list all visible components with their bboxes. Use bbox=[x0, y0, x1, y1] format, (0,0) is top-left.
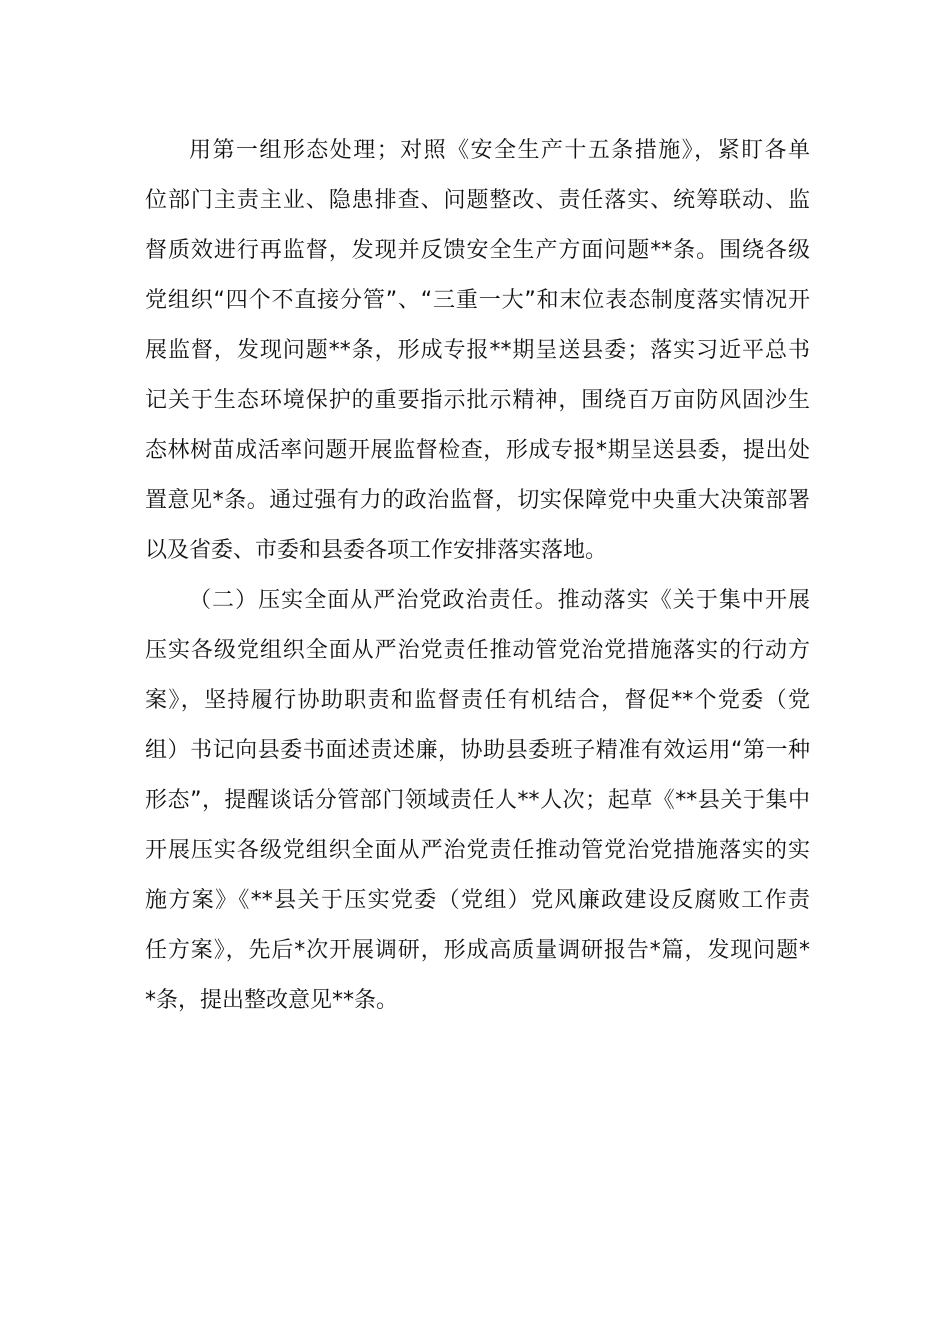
text-line: 督质效进行再监督，发现并反馈安全生产方面问题**条。围绕各级 bbox=[145, 238, 810, 263]
text-line: 开展压实各级党组织全面从严治党责任推动管党治党措施落实的实 bbox=[145, 838, 810, 863]
text-line: 任方案》，先后*次开展调研，形成高质量调研报告*篇，发现问题* bbox=[145, 938, 810, 963]
text-line: 态林树苗成活率问题开展监督检查，形成专报*期呈送县委，提出处 bbox=[145, 438, 810, 463]
text-line: 案》，坚持履行协助职责和监督责任有机结合，督促**个党委（党 bbox=[145, 688, 810, 713]
text-line: 组）书记向县委书面述责述廉，协助县委班子精准有效运用“第一种 bbox=[145, 738, 810, 763]
paragraph-1 bbox=[145, 126, 810, 576]
text-line: （二）压实全面从严治党政治责任。推动落实《关于集中开展 bbox=[189, 588, 810, 613]
text-line: 以及省委、市委和县委各项工作安排落实落地。 bbox=[145, 538, 608, 563]
paragraph-2 bbox=[145, 576, 810, 1026]
text-line: 展监督，发现问题**条，形成专报**期呈送县委；落实习近平总书 bbox=[145, 338, 810, 363]
text-line: 用第一组形态处理；对照《安全生产十五条措施》，紧盯各单 bbox=[189, 138, 810, 163]
text-line: 施方案》《**县关于压实党委（党组）党风廉政建设反腐败工作责 bbox=[145, 888, 810, 913]
text-line: 党组织“四个不直接分管”、“三重一大”和末位表态制度落实情况开 bbox=[145, 288, 810, 313]
text-line: 置意见*条。通过强有力的政治监督，切实保障党中央重大决策部署 bbox=[145, 488, 810, 513]
document-body bbox=[145, 126, 810, 1026]
text-line: *条，提出整改意见**条。 bbox=[145, 988, 399, 1013]
text-line: 记关于生态环境保护的重要指示批示精神，围绕百万亩防风固沙生 bbox=[145, 388, 810, 413]
text-line: 压实各级党组织全面从严治党责任推动管党治党措施落实的行动方 bbox=[145, 638, 810, 663]
text-line: 形态”，提醒谈话分管部门领域责任人**人次；起草《**县关于集中 bbox=[145, 788, 810, 813]
text-line: 位部门主责主业、隐患排查、问题整改、责任落实、统筹联动、监 bbox=[145, 188, 810, 213]
